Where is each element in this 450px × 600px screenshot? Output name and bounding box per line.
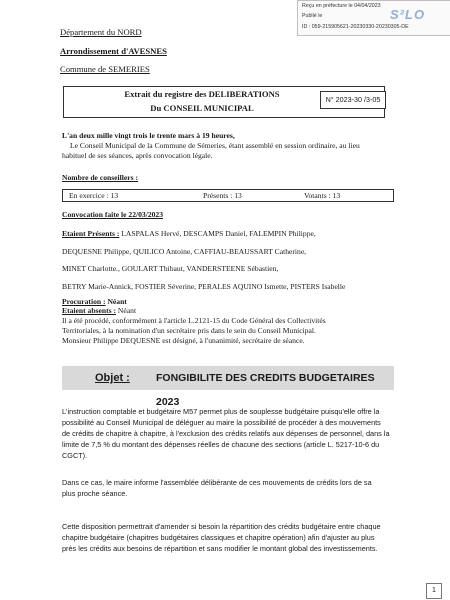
presents-label: Etaient Présents : xyxy=(62,229,120,238)
procuration-label: Procuration : xyxy=(62,297,106,306)
para1-line-2: possibilité au Conseil Municipal de déléguer au maire la possibilité de procéder à des mouvements xyxy=(62,418,381,427)
departement: Département du NORD xyxy=(60,27,142,37)
conseillers-counts xyxy=(62,189,394,202)
secretaire-line-2: Territoriales, à la nomination d'un secrétaire pris dans le sein du Conseil Municipal. xyxy=(62,326,316,335)
para1-line-4: limite de 7,5 % du montant des dépenses réelles de chacune des sections (article L. 5217-10-6 du xyxy=(62,440,380,449)
s2lo-logo: S²LO xyxy=(390,7,426,22)
para3-line-1: Cette disposition permettrait d'amender si besoin la répartition des crédits budgétaire entre chaque xyxy=(62,522,381,531)
stamp-received: Reçu en préfecture le 04/04/2023 xyxy=(302,3,381,9)
objet-banner xyxy=(62,366,394,408)
secretaire-line-3: Monsieur Philippe DEQUESNE est désigné, à l'unanimité, secrétaire de séance. xyxy=(62,336,305,345)
para2-line-2: plus proche séance. xyxy=(62,489,128,498)
registre-subtitle: Du CONSEIL MUNICIPAL xyxy=(150,103,254,113)
arrondissement: Arrondissement d'AVESNES xyxy=(60,46,167,56)
para3-line-3: près les crédits aux besoins de répartition et sans modifier le montant global des investissements. xyxy=(62,544,378,553)
presents-names-2: DEQUESNE Philippe, QUILICO Antoine, CAFFIAU-BEAUSSART Catherine, xyxy=(62,247,307,256)
para3-line-2: chapitre budgétaire (chapitres budgétaires classiques et chapitre opération) afin d'ajuster au plus xyxy=(62,533,375,542)
convocation: Convocation faite le 22/03/2023 xyxy=(62,210,164,219)
commune: Commune de SEMERIES xyxy=(60,64,150,74)
secretaire-line-1: Il a été procédé, conformément à l'article L.2121-15 du Code Général des Collectivités xyxy=(62,316,326,325)
presents-names-4: BETRY Marie-Annick, FOSTIER Séverine, PERALES AQUINO Ismette, PISTERS Isabelle xyxy=(62,282,346,291)
en-exercice: En exercice : 13 xyxy=(69,191,119,200)
procuration-value: Néant xyxy=(107,297,127,306)
presents-count: Présents : 13 xyxy=(203,191,242,200)
session-text-2: habituel de ses séances, après convocation légale. xyxy=(62,151,213,160)
presents-names-3: MINET Charlotte., GOULART Thibaut, VANDERSTEENE Sébastien, xyxy=(62,264,279,273)
absents-label: Etaient absents : xyxy=(62,306,117,315)
presents-names-1: LASPALAS Hervé, DESCAMPS Daniel, FALEMPIN Philippe, xyxy=(121,229,316,238)
para1-line-1: L'instruction comptable et budgétaire M57 permet plus de souplesse budgétaire puisqu'elle offre la xyxy=(62,407,380,416)
para1-line-3: de crédits de chapitre à chapitre, à l'exclusion des crédits relatifs aux dépenses de personnel, dans la xyxy=(62,429,390,438)
prefecture-stamp xyxy=(297,0,450,36)
para1-line-5: CGCT). xyxy=(62,451,88,460)
presents-line-1 xyxy=(62,229,316,239)
page-number: 1 xyxy=(426,583,442,599)
session-date: L'an deux mille vingt trois le trente mars à 19 heures, xyxy=(62,131,235,140)
stamp-id: ID : 059-215905621-20230330-20230305-DE xyxy=(302,24,409,30)
votants-count: Votants : 13 xyxy=(304,191,341,200)
para2-line-1: Dans ce cas, le maire informe l'assemblée délibérante de ces mouvements de crédits lors de sa xyxy=(62,478,372,487)
absents xyxy=(62,306,136,316)
objet-label: Objet : xyxy=(95,372,130,384)
absents-value: Néant xyxy=(117,306,137,315)
registre-title: Extrait du registre des DELIBERATIONS xyxy=(124,89,280,99)
conseillers-label: Nombre de conseillers : xyxy=(62,173,138,182)
objet-title: FONGIBILITE DES CREDITS BUDGETAIRES 2023 xyxy=(156,372,375,408)
session-text-1: Le Conseil Municipal de la Commune de Sémeries, étant assemblé en session ordinaire, au lieu xyxy=(70,141,360,150)
stamp-published: Publié le xyxy=(302,13,323,19)
deliberation-number: N° 2023-30 /3-05 xyxy=(320,91,386,109)
